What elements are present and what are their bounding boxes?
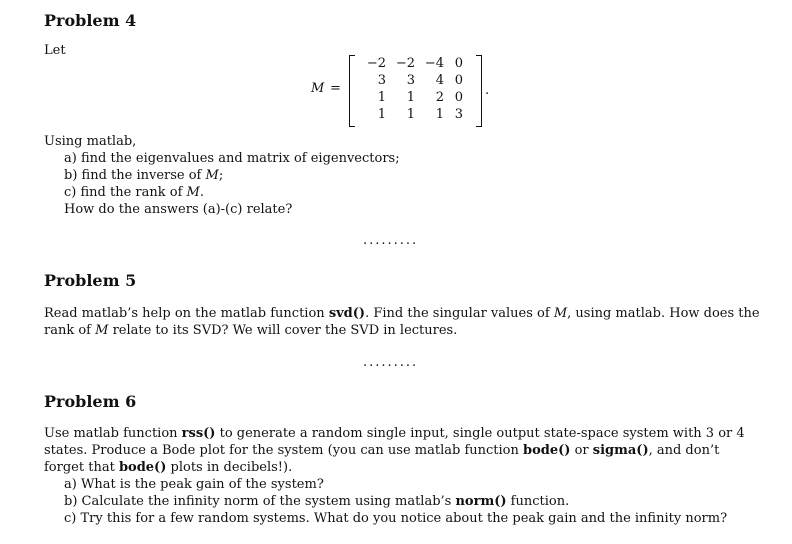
p6-text-3: or <box>570 443 593 458</box>
problem-5-heading: Problem 5 <box>44 271 137 290</box>
item-b-var: M <box>205 168 219 183</box>
matrix-right-bracket <box>476 55 482 127</box>
matrix-cell: 2 <box>435 90 444 105</box>
p6-fn-bode: bode() <box>523 443 571 458</box>
let-text: Let <box>44 43 66 58</box>
equals-sign: = <box>330 81 341 96</box>
p5-fn-svd: svd() <box>328 306 366 321</box>
p6-item-b-end: function. <box>506 494 570 509</box>
matrix-cell: 1 <box>377 107 386 122</box>
matrix-row <box>357 106 463 123</box>
p5-var-1: M <box>553 306 568 321</box>
problem-4-list <box>44 133 400 218</box>
p6-fn-sigma: sigma() <box>592 443 649 458</box>
matrix-cell: 0 <box>454 73 463 88</box>
p6-item-b-text: b) Calculate the infinity norm of the system using matlab’s <box>64 494 456 509</box>
problem-4-intro: Using matlab, <box>44 134 137 149</box>
matrix-cell: 1 <box>377 90 386 105</box>
item-c-end: . <box>199 185 204 200</box>
p6-text-5: plots in decibels!). <box>166 460 293 475</box>
separator-dots: ......... <box>363 233 419 248</box>
matrix-cell: 4 <box>435 73 444 88</box>
item-b-text: b) find the inverse of <box>64 168 206 183</box>
matrix-m <box>357 55 463 123</box>
matrix-cell: 3 <box>454 107 463 122</box>
matrix-period: . <box>485 83 490 98</box>
p6-text-4: , and don’t forget that <box>44 443 720 475</box>
p6-text-2: to generate a random single input, single output state-space system with 3 or 4 states. Produce a Bode plot for the system (you can use matlab function <box>44 426 745 458</box>
matrix-row <box>357 55 463 72</box>
matrix-cell: 0 <box>454 56 463 71</box>
matrix-cell: −2 <box>395 56 415 71</box>
matrix-cell: 1 <box>406 107 415 122</box>
matrix-cell: −2 <box>366 56 386 71</box>
problem-6-item-c: c) Try this for a few random systems. What do you notice about the peak gain and the infinity norm? <box>64 511 728 526</box>
problem-4-heading: Problem 4 <box>44 11 137 30</box>
p5-var-2: M <box>95 323 109 338</box>
problem-4-item-c <box>44 184 400 201</box>
problem-6-item-b <box>44 493 760 510</box>
problem-6-item-a: a) What is the peak gain of the system? <box>64 477 324 492</box>
matrix-cell: 0 <box>454 90 463 105</box>
matrix-row <box>357 89 463 106</box>
matrix-row <box>357 72 463 89</box>
p6-fn-rss: rss() <box>181 426 216 441</box>
matrix-label: M <box>311 81 325 96</box>
p6-fn-norm: norm() <box>455 494 507 509</box>
problem-4-item-b <box>44 167 400 184</box>
problem-4-question: How do the answers (a)-(c) relate? <box>64 202 293 217</box>
problem-6-heading: Problem 6 <box>44 392 137 411</box>
item-b-end: ; <box>218 168 224 183</box>
p5-text-4: relate to its SVD? We will cover the SVD in lectures. <box>108 323 458 338</box>
matrix-cell: 1 <box>406 90 415 105</box>
p5-text-1: Read matlab’s help on the matlab function <box>44 306 329 321</box>
p6-text-1: Use matlab function <box>44 426 182 441</box>
p5-text-3: , using matlab. How does the rank of <box>44 306 760 338</box>
problem-4-item-a: a) find the eigenvalues and matrix of eigenvectors; <box>64 151 400 166</box>
problem-5-text <box>44 305 762 339</box>
matrix-cell: −4 <box>424 56 444 71</box>
item-c-var: M <box>186 185 200 200</box>
separator-dots: ......... <box>363 355 419 370</box>
problem-6-text <box>44 425 760 527</box>
matrix-cell: 3 <box>377 73 386 88</box>
p6-fn-bode-2: bode() <box>118 460 167 475</box>
matrix-cell: 3 <box>406 73 415 88</box>
p5-text-2: . Find the singular values of <box>365 306 554 321</box>
matrix-left-bracket <box>349 55 355 127</box>
matrix-cell: 1 <box>435 107 444 122</box>
item-c-text: c) find the rank of <box>64 185 187 200</box>
